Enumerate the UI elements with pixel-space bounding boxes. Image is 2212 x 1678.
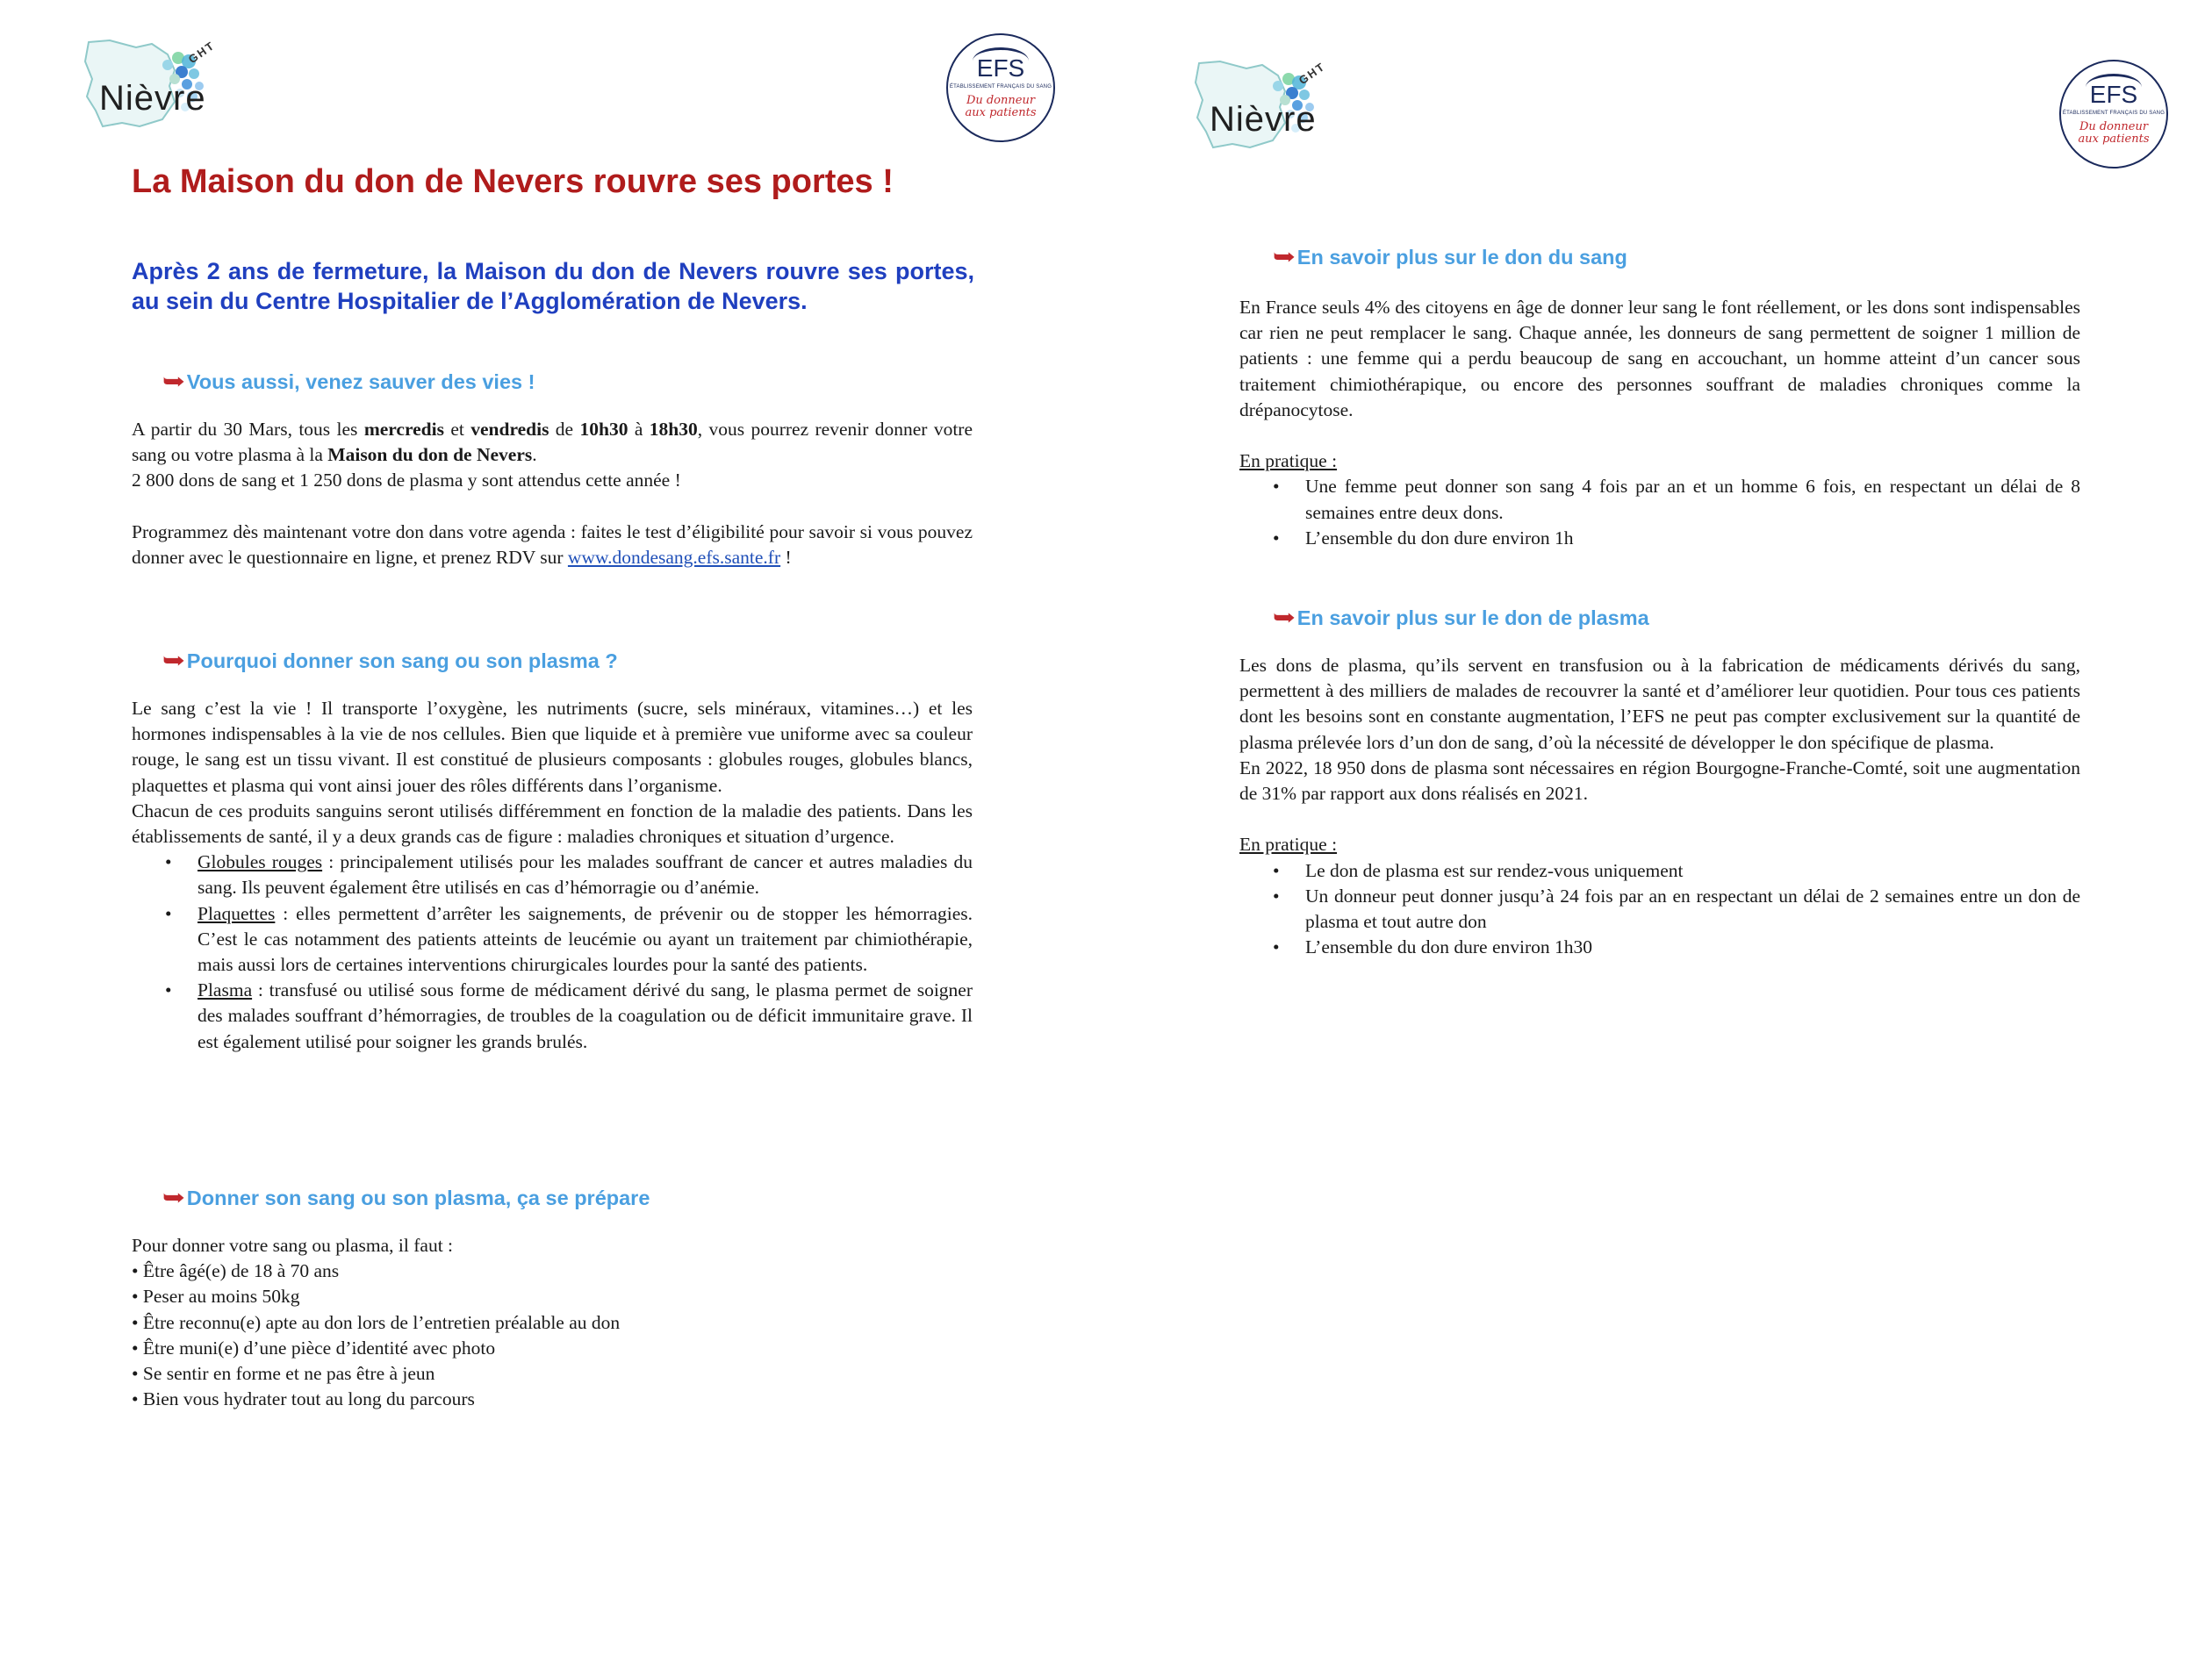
plasma-practice-list xyxy=(1239,858,2080,961)
efs-subtitle: ÉTABLISSEMENT FRANÇAIS DU SANG xyxy=(949,84,1052,90)
section-heading-plasma-donation xyxy=(1272,604,1649,631)
page-subtitle: Après 2 ans de fermeture, la Maison du don de Nevers rouvre ses portes, au sein du Centre Hospitalier de l’Agglomération de Nevers. xyxy=(132,258,974,314)
ght-wordmark: Nièvre xyxy=(99,79,206,118)
requirements-intro: Pour donner votre sang ou plasma, il faut : xyxy=(132,1235,454,1256)
curved-arrow-icon: ➥ xyxy=(162,1184,185,1210)
section-heading-text: En savoir plus sur le don de plasma xyxy=(1296,606,1649,629)
list-item: • L’ensemble du don dure environ 1h30 xyxy=(1239,935,2080,960)
section-heading-text: Vous aussi, venez sauver des vies ! xyxy=(186,370,535,393)
requirement-line: • Être reconnu(e) apte au don lors de l’entretien préalable au don xyxy=(132,1311,621,1333)
efs-subtitle: ÉTABLISSEMENT FRANÇAIS DU SANG xyxy=(2062,111,2165,116)
curved-arrow-icon: ➥ xyxy=(1272,243,1296,269)
in-practice-label: En pratique : xyxy=(1239,450,1338,472)
section-heading-blood-donation xyxy=(1272,243,1627,270)
list-item: • Un donneur peut donner jusqu’à 24 fois par an en respectant un délai de 2 semaines entre un don de plasma et tout autre don xyxy=(1239,884,2080,935)
requirement-line: • Se sentir en forme et ne pas être à jeun xyxy=(132,1363,435,1385)
list-item: • Le don de plasma est sur rendez-vous uniquement xyxy=(1239,858,2080,884)
list-item: • Plasma : transfusé ou utilisé sous forme de médicament dérivé du sang, le plasma permet de soigner des malades souffrant d’hémorragies, de troubles de la coagulation ou de déficit immunitaire grave. Il est également utilisé pour soigner les grands brulés. xyxy=(132,978,973,1055)
list-item: • Plaquettes : elles permettent d’arrêter les saignements, de prévenir ou de stopper les hémorragies. C’est le cas notamment des patients atteints de leucémie ou ayant un traitement par chimiothérapie, mais aussi lors de certaines interventions chirurgicales lourdes pour la santé des patients. xyxy=(132,901,973,979)
ght-wordmark: Nièvre xyxy=(1210,100,1317,139)
efs-tagline: Du donneur aux patients xyxy=(2078,120,2150,146)
page-title: La Maison du don de Nevers rouvre ses portes ! xyxy=(132,163,894,200)
plasma-region-paragraph: En 2022, 18 950 dons de plasma sont nécessaires en région Bourgogne-Franche-Comté, soit une augmentation de 31% par rapport aux dons réalisés en 2021. xyxy=(1239,757,2080,805)
efs-website-link[interactable]: www.dondesang.efs.sante.fr xyxy=(567,547,781,568)
requirement-line: • Être muni(e) d’une pièce d’identité avec photo xyxy=(132,1337,496,1359)
requirement-line: • Être âgé(e) de 18 à 70 ans xyxy=(132,1260,340,1282)
list-item: • L’ensemble du don dure environ 1h xyxy=(1239,526,2080,551)
section-preparation-body xyxy=(132,1233,973,1412)
right-page xyxy=(1106,0,2212,1678)
section-why-donate-body xyxy=(132,696,973,1055)
section-heading-why-donate xyxy=(164,647,618,674)
section-heading-text: En savoir plus sur le don du sang xyxy=(1296,246,1627,269)
blood-facts-paragraph: En France seuls 4% des citoyens en âge de donner leur sang le font réellement, or les dons sont indispensables car rien ne peut remplacer le sang. Chaque année, les donneurs de sang permettent de soigner 1 million de patients : une femme qui a perdu beaucoup de sang en accouchant, un homme atteint d’un cancer sous traitement chimiothérapique, ou encore des personnes souffrant de maladies chroniques comme la drépanocytose. xyxy=(1239,297,2080,420)
ght-nievre-logo xyxy=(1194,56,1343,153)
curved-arrow-icon: ➥ xyxy=(1272,604,1296,630)
section-blood-donation-body xyxy=(1239,295,2080,551)
expected-donations-paragraph: 2 800 dons de sang et 1 250 dons de plasma y sont attendus cette année ! xyxy=(132,470,681,491)
efs-logo xyxy=(946,33,1055,142)
requirement-line: • Bien vous hydrater tout au long du parcours xyxy=(132,1388,475,1410)
efs-wordmark: EFS xyxy=(976,54,1025,82)
section-save-lives-body xyxy=(132,417,973,570)
ght-tag: GHT xyxy=(1296,59,1328,88)
curved-arrow-icon: ➥ xyxy=(162,647,185,673)
blood-practice-list xyxy=(1239,474,2080,551)
section-heading-text: Pourquoi donner son sang ou son plasma ? xyxy=(186,649,618,672)
curved-arrow-icon: ➥ xyxy=(162,368,185,394)
blood-products-list xyxy=(132,850,973,1055)
in-practice-label: En pratique : xyxy=(1239,834,1338,856)
list-item: • Globules rouges : principalement utilisés pour les malades souffrant de cancer et autres maladies du sang. Ils peuvent également être utilisés en cas d’hémorragie ou d’anémie. xyxy=(132,850,973,900)
requirement-line: • Peser au moins 50kg xyxy=(132,1286,300,1308)
ght-tag: GHT xyxy=(185,38,218,67)
appointment-paragraph: Programmez dès maintenant votre don dans votre agenda : faites le test d’éligibilité pour savoir si vous pouvez donner avec le questionnaire en ligne, et prenez RDV sur www.dondesang.efs.sante.fr ! xyxy=(132,520,973,568)
efs-logo xyxy=(2059,60,2168,169)
list-item: • Une femme peut donner son sang 4 fois par an et un homme 6 fois, en respectant un délai de 8 semaines entre deux dons. xyxy=(1239,474,2080,525)
blood-intro-paragraph: Le sang c’est la vie ! Il transporte l’oxygène, les nutriments (sucre, sels minéraux, vitamines…) et les hormones indispensables à la vie de nos cellules. Bien que liquide et à première vue uniforme avec sa couleur rouge, le sang est un tissu vivant. Il est constitué de plusieurs composants : globules rouges, globules blancs, plaquettes et plasma qui vont ainsi jouer des rôles différents dans l’organisme. xyxy=(132,698,973,796)
section-heading-text: Donner son sang ou son plasma, ça se prépare xyxy=(186,1187,650,1209)
section-heading-preparation xyxy=(164,1184,650,1211)
section-heading-save-lives xyxy=(164,368,535,395)
efs-wordmark: EFS xyxy=(2089,81,2138,108)
blood-products-paragraph: Chacun de ces produits sanguins seront utilisés différemment en fonction de la maladie des patients. Dans les établissements de santé, il y a deux grands cas de figure : maladies chroniques et situation d’urgence. xyxy=(132,800,973,848)
section-plasma-donation-body xyxy=(1239,653,2080,960)
plasma-facts-paragraph: Les dons de plasma, qu’ils servent en transfusion ou à la fabrication de médicaments dérivés du sang, permettent à des milliers de malades de recouvrer la santé et d’améliorer leur quotidien. Pour tous ces patients dont les besoins sont en constante augmentation, l’EFS ne peut pas compter exclusivement sur la quantité de plasma prélevée lors d’un don de sang, d’où la nécessité de développer le don spécifique de plasma. xyxy=(1239,655,2080,753)
efs-tagline: Du donneur aux patients xyxy=(965,94,1037,119)
opening-hours-paragraph: A partir du 30 Mars, tous les mercredis et vendredis de 10h30 à 18h30, vous pourrez revenir donner votre sang ou votre plasma à la Maison du don de Nevers. xyxy=(132,419,973,466)
ght-nievre-logo xyxy=(83,35,233,132)
